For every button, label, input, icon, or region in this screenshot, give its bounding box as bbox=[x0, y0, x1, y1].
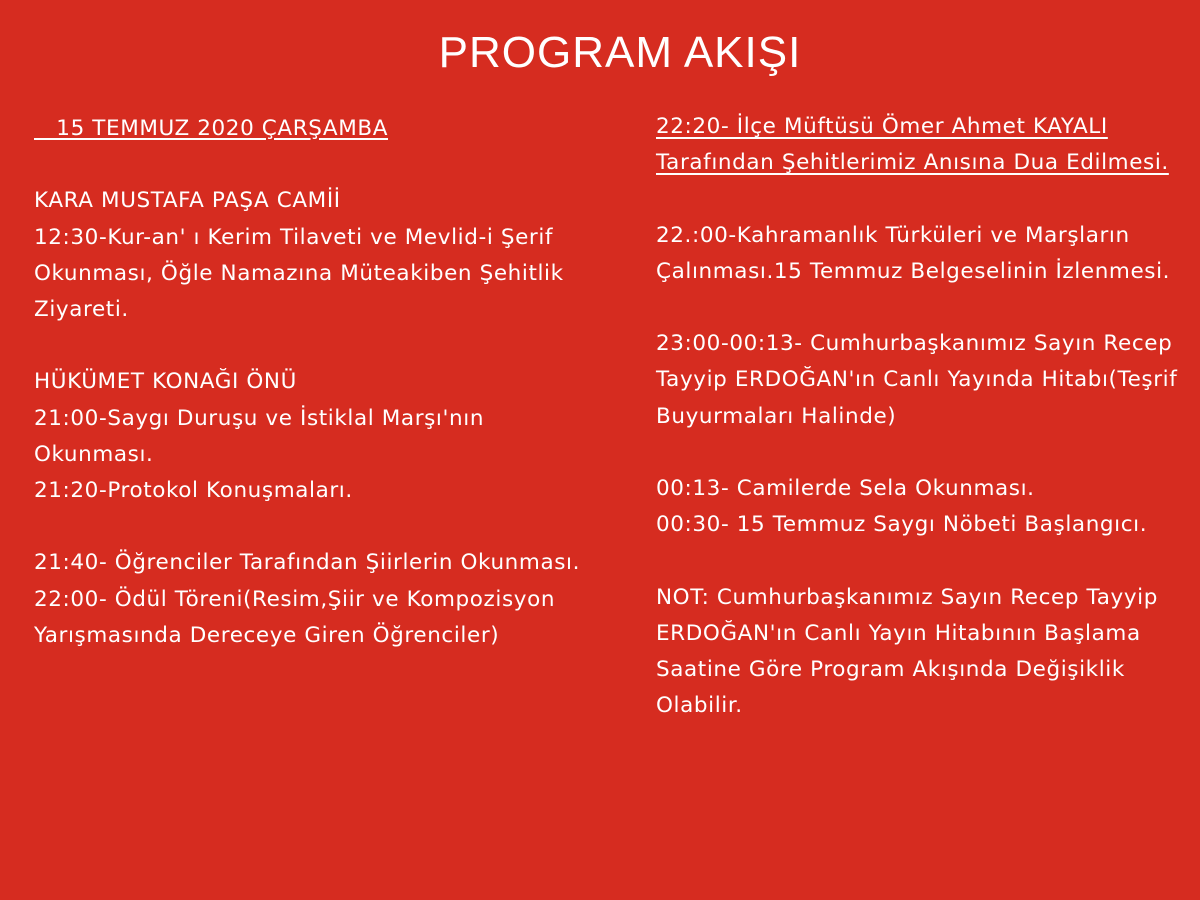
spacer bbox=[656, 543, 1186, 579]
program-item: 23:00-00:13- Cumhurbaşkanımız Sayın Recep Tayyip ERDOĞAN'ın Canlı Yayında Hitabı(Teşrif Buyurmaları Halinde) bbox=[656, 331, 1178, 429]
spacer bbox=[656, 181, 1186, 217]
program-item: 21:00-Saygı Duruşu ve İstiklal Marşı'nın Okunması. bbox=[34, 405, 485, 467]
program-item: 21:40- Öğrenciler Tarafından Şiirlerin Okunması. bbox=[34, 550, 581, 576]
right-column bbox=[656, 109, 1186, 724]
spacer bbox=[34, 328, 604, 364]
spacer bbox=[34, 509, 604, 545]
spacer bbox=[34, 147, 604, 183]
venue-government-building: HÜKÜMET KONAĞI ÖNÜ bbox=[34, 369, 297, 395]
program-item: 00:30- 15 Temmuz Saygı Nöbeti Başlangıcı. bbox=[656, 512, 1148, 538]
program-note: NOT: Cumhurbaşkanımız Sayın Recep Tayyip ERDOĞAN'ın Canlı Yayın Hitabının Başlama Saatine Göre Program Akışında Değişiklik Olabilir. bbox=[656, 584, 1158, 719]
program-item: 22.:00-Kahramanlık Türküleri ve Marşların Çalınması.15 Temmuz Belgeselinin İzlenmesi. bbox=[656, 222, 1171, 284]
program-item: 00:13- Camilerde Sela Okunması. bbox=[656, 475, 1035, 501]
left-column bbox=[34, 111, 604, 654]
program-item: 22:00- Ödül Töreni(Resim,Şiir ve Kompozisyon Yarışmasında Dereceye Giren Öğrenciler) bbox=[34, 586, 556, 648]
page-title: PROGRAM AKIŞI bbox=[438, 28, 802, 77]
venue-mosque: KARA MUSTAFA PAŞA CAMİİ bbox=[34, 188, 341, 214]
spacer bbox=[656, 435, 1186, 471]
program-item: 12:30-Kur-an' ı Kerim Tilaveti ve Mevlid-i Şerif Okunması, Öğle Namazına Müteakiben Şehitlik Ziyareti. bbox=[34, 224, 564, 322]
prayer-heading: 22:20- İlçe Müftüsü Ömer Ahmet KAYALI Tarafından Şehitlerimiz Anısına Dua Edilmesi. bbox=[656, 114, 1169, 176]
program-date: 15 TEMMUZ 2020 ÇARŞAMBA bbox=[34, 116, 389, 141]
program-item: 21:20-Protokol Konuşmaları. bbox=[34, 478, 353, 503]
spacer bbox=[656, 290, 1186, 326]
